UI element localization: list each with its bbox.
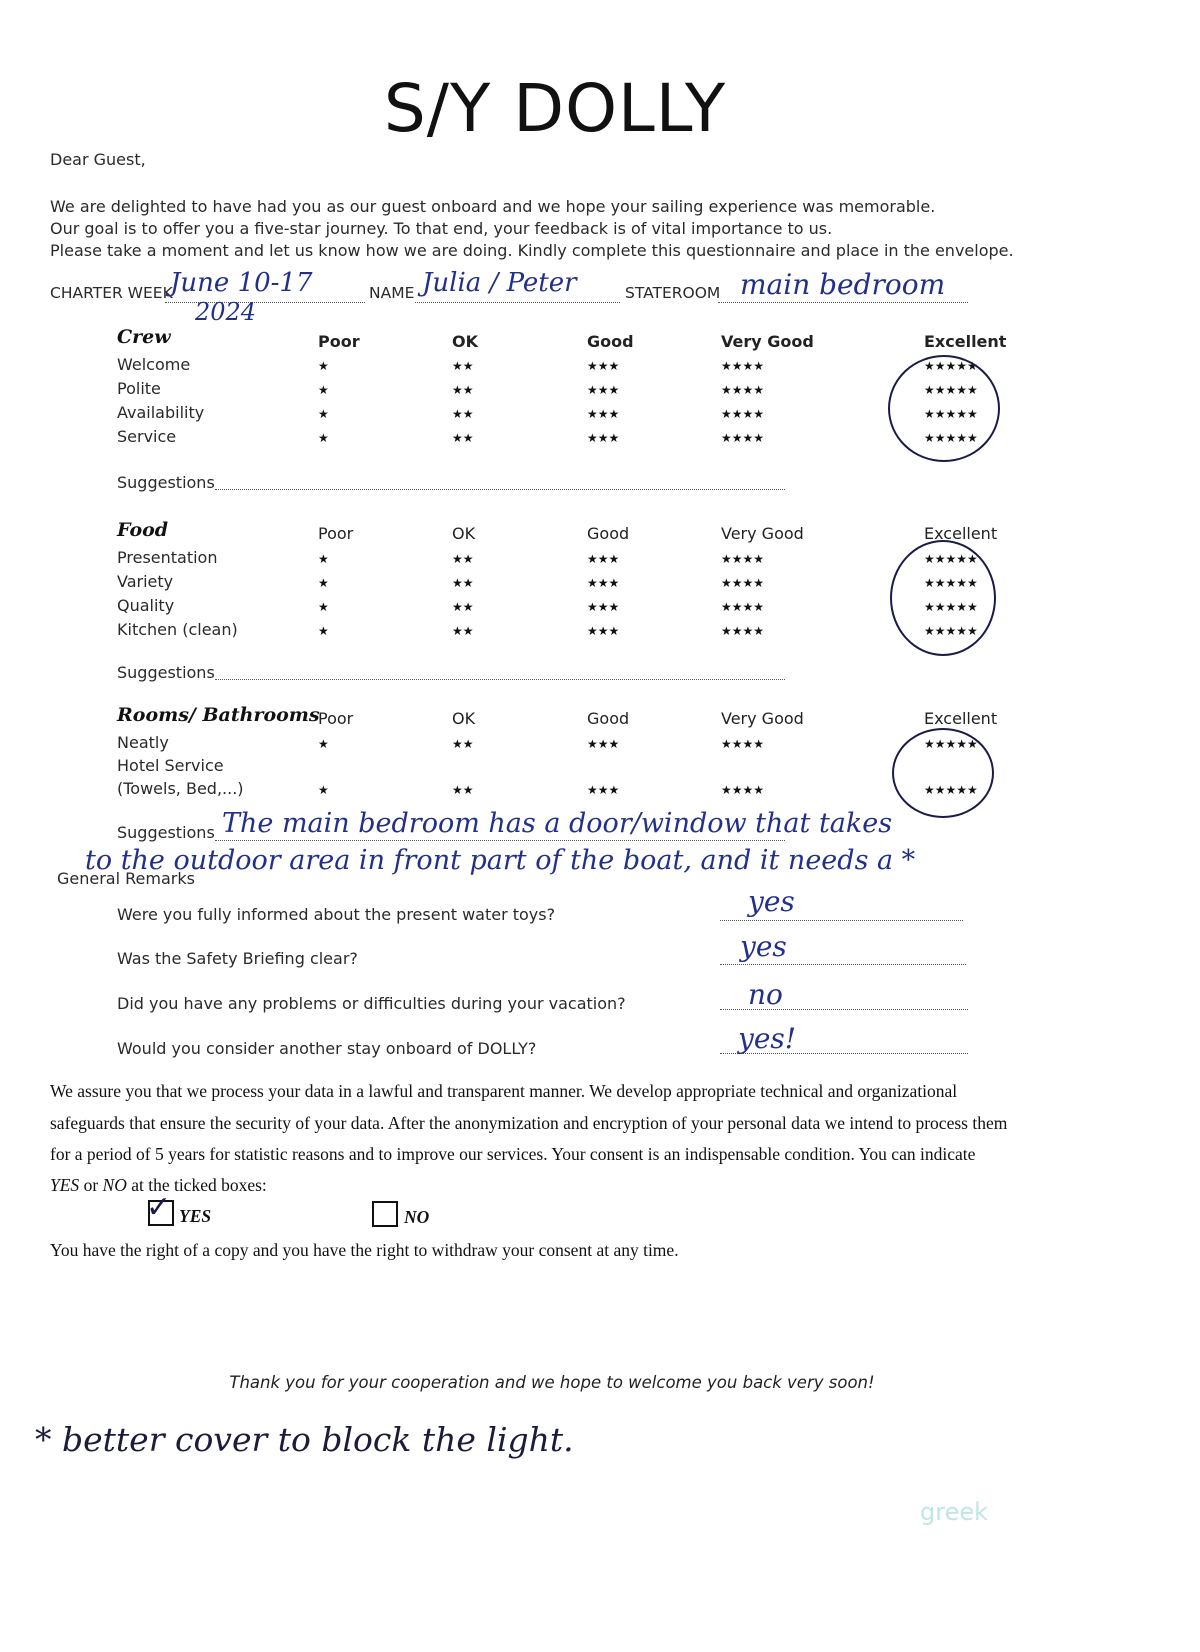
rooms-col-poor: Poor [318,709,354,728]
legal-line-5: You have the right of a copy and you have the right to withdraw your consent at any time. [50,1240,679,1260]
star-rating-2[interactable]: ★★ [452,600,474,614]
watermark-logo: greek [920,1498,989,1526]
rooms-title: Rooms/ Bathrooms [117,704,320,726]
rooms-row-neatly: Neatly [117,733,169,752]
rooms-col-excellent: Excellent [924,709,998,728]
rooms-col-good: Good [587,709,630,728]
star-rating-1[interactable]: ★ [318,407,329,421]
food-excellent-circle [890,540,996,656]
star-rating-3[interactable]: ★★★ [587,359,620,373]
greeting: Dear Guest, [50,150,146,169]
star-rating-3[interactable]: ★★★ [587,552,620,566]
star-rating-5[interactable]: ★★★★★ [924,576,978,590]
food-col-excellent: Excellent [924,524,998,543]
crew-col-very-good: Very Good [721,332,814,351]
food-suggestions-line[interactable] [215,679,785,680]
star-rating-4[interactable]: ★★★★ [721,576,765,590]
checkmark-icon: ✓ [146,1190,172,1225]
food-row-presentation: Presentation [117,548,218,567]
question-water-toys: Were you fully informed about the present water toys? [117,905,556,924]
crew-suggestions-label: Suggestions [117,473,215,492]
crew-excellent-circle [888,355,1000,462]
star-rating-1[interactable]: ★ [318,624,329,638]
star-rating-2[interactable]: ★★ [452,383,474,397]
legal-or-word: or [79,1175,103,1195]
star-rating-2[interactable]: ★★ [452,552,474,566]
star-rating-3[interactable]: ★★★ [587,383,620,397]
food-col-poor: Poor [318,524,354,543]
legal-line-2: safeguards that ensure the security of your data. After the anonymization and encryption of your personal data we intend to process them [50,1113,1008,1133]
stateroom-dotline [718,302,968,303]
star-rating-1[interactable]: ★ [318,600,329,614]
question-another-stay: Would you consider another stay onboard of DOLLY? [117,1039,537,1058]
star-rating-5[interactable]: ★★★★★ [924,600,978,614]
star-rating-4[interactable]: ★★★★ [721,431,765,445]
legal-line-3: for a period of 5 years for statistic reasons and to improve our services. Your consent is an indispensable condition. You can indicate [50,1144,976,1164]
answer-line-water-toys[interactable] [720,920,963,921]
name-value: Julia / Peter [422,268,577,298]
crew-col-poor: Poor [318,332,360,351]
star-rating-1[interactable]: ★ [318,576,329,590]
star-rating-4[interactable]: ★★★★ [721,737,765,751]
food-title: Food [117,519,169,541]
crew-col-excellent: Excellent [924,332,1007,351]
document-title: S/Y DOLLY [383,70,727,147]
star-rating-5[interactable]: ★★★★★ [924,624,978,638]
rooms-col-ok: OK [452,709,476,728]
star-rating-1[interactable]: ★ [318,431,329,445]
consent-no-label: NO [404,1207,430,1227]
star-rating-1[interactable]: ★ [318,359,329,373]
crew-row-welcome: Welcome [117,355,191,374]
star-rating-3[interactable]: ★★★ [587,600,620,614]
rooms-suggestion-line-2: to the outdoor area in front part of the boat, and it needs a * [85,845,916,876]
stateroom-value: main bedroom [740,268,946,301]
answer-problems: no [748,978,783,1011]
star-rating-1[interactable]: ★ [318,552,329,566]
star-rating-2[interactable]: ★★ [452,737,474,751]
consent-no-checkbox[interactable] [372,1201,398,1227]
star-rating-5[interactable]: ★★★★★ [924,431,978,445]
star-rating-4[interactable]: ★★★★ [721,407,765,421]
answer-safety-briefing: yes [740,930,787,963]
food-col-very-good: Very Good [721,524,804,543]
food-col-good: Good [587,524,630,543]
star-rating-5[interactable]: ★★★★★ [924,737,978,751]
star-rating-4[interactable]: ★★★★ [721,624,765,638]
star-rating-5[interactable]: ★★★★★ [924,407,978,421]
star-rating-4[interactable]: ★★★★ [721,783,765,797]
star-rating-5[interactable]: ★★★★★ [924,783,978,797]
star-rating-1[interactable]: ★ [318,383,329,397]
question-problems: Did you have any problems or difficulties during your vacation? [117,994,626,1013]
charter-week-label: CHARTER WEEK [50,284,173,302]
legal-line-1: We assure you that we process your data in a lawful and transparent manner. We develop appropriate technical and organizational [50,1081,958,1101]
crew-row-polite: Polite [117,379,161,398]
crew-suggestions-line[interactable] [215,489,785,490]
answer-another-stay: yes! [738,1022,797,1055]
legal-no-word: NO [102,1175,127,1195]
rooms-excellent-circle [892,728,994,818]
crew-row-service: Service [117,427,177,446]
star-rating-2[interactable]: ★★ [452,431,474,445]
food-row-quality: Quality [117,596,175,615]
star-rating-5[interactable]: ★★★★★ [924,552,978,566]
crew-col-ok: OK [452,332,478,351]
name-dotline [415,302,620,303]
crew-row-availability: Availability [117,403,205,422]
food-col-ok: OK [452,524,476,543]
answer-water-toys: yes [748,885,795,918]
legal-yes-word: YES [50,1175,80,1195]
star-rating-5[interactable]: ★★★★★ [924,359,978,373]
rooms-suggestions-line[interactable] [215,840,785,841]
rooms-row-hotel-service: Hotel Service [117,756,224,775]
intro-line-3: Please take a moment and let us know how we are doing. Kindly complete this questionnaire and place in the envelope. [50,241,1014,260]
charter-week-value: June 10-17 [170,268,313,298]
star-rating-1[interactable]: ★ [318,737,329,751]
star-rating-4[interactable]: ★★★★ [721,359,765,373]
rooms-col-very-good: Very Good [721,709,804,728]
question-safety-briefing: Was the Safety Briefing clear? [117,949,358,968]
crew-col-good: Good [587,332,634,351]
handwritten-footnote: * better cover to block the light. [35,1420,574,1459]
star-rating-5[interactable]: ★★★★★ [924,383,978,397]
rooms-row-towels-bed: (Towels, Bed,...) [117,779,244,798]
star-rating-4[interactable]: ★★★★ [721,600,765,614]
name-label: NAME [369,284,415,302]
star-rating-4[interactable]: ★★★★ [721,552,765,566]
star-rating-3[interactable]: ★★★ [587,576,620,590]
intro-line-1: We are delighted to have had you as our guest onboard and we hope your sailing experience was memorable. [50,197,936,216]
thank-you-note: Thank you for your cooperation and we hope to welcome you back very soon! [229,1373,875,1392]
general-remarks-title: General Remarks [57,869,195,888]
star-rating-3[interactable]: ★★★ [587,407,620,421]
rooms-suggestion-line-1: The main bedroom has a door/window that takes [222,808,893,839]
star-rating-2[interactable]: ★★ [452,576,474,590]
food-row-variety: Variety [117,572,174,591]
star-rating-4[interactable]: ★★★★ [721,383,765,397]
star-rating-2[interactable]: ★★ [452,624,474,638]
star-rating-1[interactable]: ★ [318,783,329,797]
answer-line-safety-briefing[interactable] [720,964,966,965]
star-rating-2[interactable]: ★★ [452,359,474,373]
rooms-suggestions-label: Suggestions [117,823,215,842]
star-rating-3[interactable]: ★★★ [587,783,620,797]
food-row-kitchen: Kitchen (clean) [117,620,238,639]
crew-title: Crew [117,326,171,348]
intro-line-2: Our goal is to offer you a five-star journey. To that end, your feedback is of vital importance to us. [50,219,833,238]
food-suggestions-label: Suggestions [117,663,215,682]
star-rating-3[interactable]: ★★★ [587,737,620,751]
legal-line-4-rest: at the ticked boxes: [126,1175,267,1195]
star-rating-2[interactable]: ★★ [452,407,474,421]
charter-week-year: 2024 [195,298,257,326]
consent-yes-label: YES [179,1206,212,1226]
stateroom-label: STATEROOM [625,284,721,302]
star-rating-2[interactable]: ★★ [452,783,474,797]
star-rating-3[interactable]: ★★★ [587,624,620,638]
star-rating-3[interactable]: ★★★ [587,431,620,445]
